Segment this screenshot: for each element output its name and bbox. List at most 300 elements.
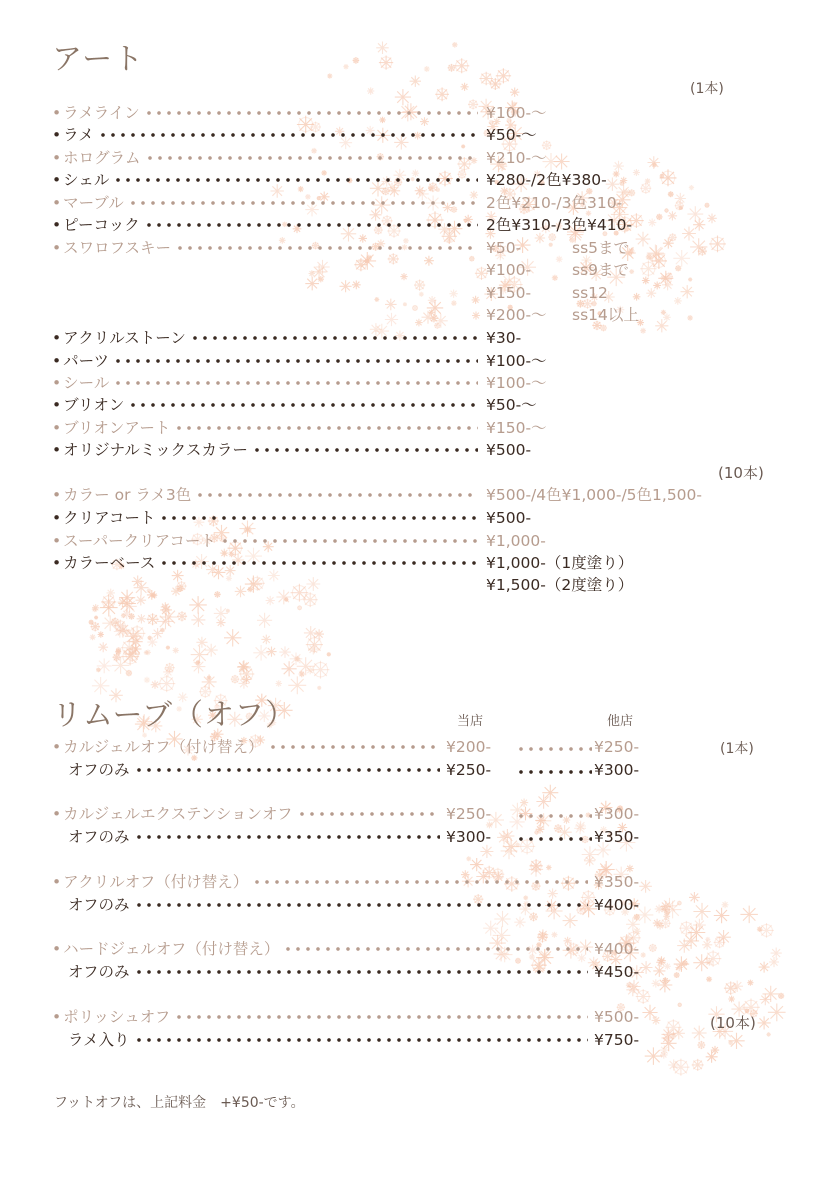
bullet-icon: • [52,374,62,392]
sparkle-icon [121,639,138,656]
sparkle-icon [354,258,367,271]
sparkle-icon [123,629,130,636]
leader-dots [113,177,478,183]
sparkle-icon [655,905,664,914]
sparkle-icon [410,76,421,87]
remove-item-row [68,894,590,916]
sparkle-icon [677,939,691,953]
sparkle-ring-icon [456,60,468,72]
sparkle-icon [657,956,666,965]
sparkle-icon [147,613,159,625]
sparkle-icon [645,1047,663,1065]
remove-item-label: ポリッシュオフ [63,1008,171,1026]
leader-dots [159,515,478,521]
sparkle-icon [759,923,774,938]
sparkle-ring-icon [682,961,687,966]
sparkle-icon [716,930,731,945]
sparkle-ring-icon [665,273,672,280]
art-item-label: ブリオン [63,396,125,414]
sparkle-icon [305,277,319,291]
art-item-row [52,214,480,236]
sparkle-icon [660,1051,668,1059]
sparkle-ring-icon [491,79,501,89]
sparkle-icon [111,618,120,627]
sparkle-icon [682,227,696,241]
leader-dots [512,736,594,758]
remove-own-price: ¥250- [446,761,492,779]
sparkle-icon [306,636,323,653]
sparkle-icon [299,671,305,677]
art-item-label: ブリオンアート [63,419,171,437]
sparkle-icon [239,678,250,689]
sparkle-icon [90,634,96,640]
sparkle-icon [216,618,225,627]
sparkle-icon [226,609,230,613]
remove-item-label: オフのみ [68,963,130,981]
leader-dots [134,834,440,840]
sparkle-icon [129,635,142,648]
remove-other-price: ¥400- [594,896,640,914]
sparkle-icon [129,625,146,642]
remove-item-label: ハードジェルオフ（付け替え） [63,940,280,958]
sparkle-icon [98,631,104,637]
sparkle-icon [116,647,121,652]
bullet-icon: • [52,532,62,550]
col-other-header: 他店 [607,714,634,729]
sparkle-icon [427,300,443,316]
remove-item-label: オフのみ [68,761,130,779]
sparkle-icon [724,981,738,995]
sparkle-ring-icon [620,181,624,185]
remove-own-price: ¥300- [446,828,492,846]
sparkle-icon [454,58,469,73]
sparkle-icon [430,314,438,322]
sparkle-icon [757,926,763,932]
sparkle-icon [191,646,209,664]
sparkle-icon [379,56,393,70]
sparkle-icon [542,785,558,801]
sparkle-icon [242,675,252,685]
art-item-row [52,394,480,416]
remove-item-label: カルジェルオフ（付け替え） [63,738,264,756]
sparkle-ring-icon [251,577,263,589]
sparkle-icon [652,162,657,167]
remove-own-price: ¥200- [446,738,492,756]
art-item-label: ラメライン [63,104,140,122]
sparkle-icon [327,73,332,78]
sparkle-ring-icon [304,594,316,606]
remove-unit-1: (1本) [720,741,754,757]
sparkle-icon [653,965,665,977]
sparkle-ring-icon [661,171,675,185]
sparkle-ring-icon [674,1060,688,1074]
sparkle-ring-icon [112,619,119,626]
sparkle-icon [412,305,418,311]
sparkle-icon [94,616,98,620]
leader-dots [190,335,478,341]
sparkle-icon [740,906,758,924]
sparkle-icon [552,275,558,281]
sparkle-icon [767,1032,771,1036]
sparkle-icon [661,906,668,913]
art-item-price: ¥50- [486,239,522,257]
bullet-icon: • [52,171,62,189]
sparkle-ring-icon [103,596,115,608]
leader-dots [128,402,478,408]
sparkle-icon [675,265,681,271]
sparkle-icon [606,178,620,191]
sparkle-icon [668,191,674,197]
sparkle-icon [664,901,682,919]
sparkle-icon [479,72,493,86]
sparkle-icon [629,269,634,274]
sparkle-icon [97,658,112,673]
leader-dots [174,1014,588,1020]
sparkle-icon [472,296,480,304]
art-item-label: ホログラム [63,149,141,167]
bullet-icon: • [52,509,62,527]
sparkle-icon [668,1059,679,1070]
leader-dots [98,132,478,138]
remove-other-price: ¥500- [594,1008,640,1026]
sparkle-ring-icon [678,1003,681,1006]
sparkle-icon [231,675,240,684]
sparkle-icon [549,243,553,247]
sparkle-ring-icon [177,582,185,590]
sparkle-ring-icon [129,614,134,619]
bullet-icon: • [52,441,62,459]
sparkle-icon [672,1059,689,1076]
sparkle-icon [224,629,241,646]
sparkle-icon [157,613,173,629]
art-unit-10: (10本) [718,464,764,482]
sparkle-ring-icon [678,901,682,905]
sparkle-ring-icon [669,234,676,241]
art-item-label: シール [63,374,110,392]
bullet-icon: • [52,216,62,234]
sparkle-ring-icon [148,615,158,625]
sparkle-icon [92,606,98,612]
sparkle-icon [403,302,407,306]
sparkle-icon [778,993,784,999]
art-item-price: ¥100- [486,261,532,279]
sparkle-icon [137,614,147,623]
sparkle-icon [126,670,132,676]
art-item-row [52,417,480,439]
sparkle-icon [483,921,498,936]
sparkle-icon [641,952,646,957]
sparkle-icon [714,908,730,924]
sparkle-icon [365,259,370,264]
art-item-label: クリアコート [63,509,156,527]
remove-other-price: ¥350- [594,873,640,891]
footer-note: フットオフは、上記料金 +¥50-です。 [54,1095,305,1111]
remove-own-price: ¥250- [446,805,492,823]
sparkle-icon [415,319,423,327]
sparkle-icon [658,978,673,993]
sparkle-icon [205,644,218,657]
leader-dots [174,425,478,431]
sparkle-icon [400,273,407,280]
sparkle-icon [202,674,217,689]
art-item-price: ¥30- [486,329,522,347]
sparkle-icon [253,645,269,661]
sparkle-icon [656,922,664,930]
sparkle-icon [679,206,683,210]
remove-item-label: カルジェルエクステンションオフ [63,805,293,823]
sparkle-icon [646,288,656,298]
sparkle-icon [312,265,327,280]
sparkle-icon [661,906,666,911]
sparkle-icon [613,161,624,172]
sparkle-ring-icon [114,654,120,660]
sparkle-ring-icon [116,649,121,654]
sparkle-icon [98,642,108,652]
sparkle-icon [472,312,480,320]
sparkle-icon [318,276,324,282]
sparkle-icon [692,1026,707,1041]
sparkle-ring-icon [497,70,509,82]
sparkle-ring-icon [89,620,93,624]
sparkle-icon [728,1041,733,1046]
sparkle-icon [257,613,272,628]
sparkle-icon [642,1005,657,1020]
sparkle-icon [689,892,700,903]
bullet-icon: • [52,239,62,257]
sparkle-icon [759,962,770,973]
sparkle-icon [660,1045,669,1054]
sparkle-icon [678,1003,682,1007]
sparkle-icon [665,1019,681,1035]
sparkle-icon [649,944,657,952]
sparkle-icon [340,280,352,292]
sparkle-icon [385,299,397,311]
art-item-row [52,350,480,372]
sparkle-ring-icon [637,991,649,1003]
sparkle-icon [353,57,360,64]
sparkle-icon [697,1041,705,1049]
sparkle-icon [239,666,254,681]
leader-dots [113,358,478,364]
sparkle-icon [114,626,126,638]
sparkle-ring-icon [415,281,424,290]
sparkle-icon [681,285,694,298]
sparkle-icon [189,596,207,614]
bullet-icon: • [52,352,62,370]
sparkle-icon [466,856,471,861]
sparkle-icon [768,1004,786,1022]
sparkle-icon [314,629,324,639]
sparkle-icon [620,177,627,184]
sparkle-icon [663,913,670,920]
sparkle-ring-icon [285,598,288,601]
sparkle-icon [556,256,563,263]
sparkle-icon [306,577,320,591]
sparkle-icon [633,293,641,301]
sparkle-icon [191,613,205,627]
art-item-price: ¥1,000- [486,532,546,550]
art-item-row [52,372,480,394]
art-item-row [52,552,480,574]
art-item-price-note: ss14以上 [572,306,639,324]
sparkle-icon [214,591,221,598]
art-item-label: マーブル [63,194,124,212]
sparkle-icon [132,576,144,588]
sparkle-icon [640,183,651,194]
art-item-label: シェル [63,171,110,189]
leader-dots [252,447,478,453]
sparkle-icon [290,653,303,666]
sparkle-ring-icon [91,623,99,631]
sparkle-icon [668,211,677,220]
sparkle-icon [763,986,779,1002]
sparkle-icon [626,982,632,988]
sparkle-icon [648,219,656,227]
sparkle-ring-icon [356,259,367,270]
sparkle-ring-icon [241,668,253,680]
leader-dots [113,380,478,386]
sparkle-ring-icon [130,627,143,640]
sparkle-icon [276,590,291,605]
sparkle-ring-icon [676,202,684,210]
sparkle-icon [115,649,121,655]
sparkle-ring-icon [641,184,650,193]
leader-dots [175,245,478,251]
sparkle-icon [709,236,726,253]
sparkle-icon [648,245,666,263]
remove-item-label: オフのみ [68,896,130,914]
sparkle-icon [546,865,552,871]
sparkle-icon [424,66,430,72]
sparkle-ring-icon [308,638,322,652]
sparkle-icon [688,277,692,281]
sparkle-icon [171,586,181,596]
remove-item-row [68,1029,590,1051]
sparkle-icon [628,248,634,254]
sparkle-ring-icon [313,663,327,677]
sparkle-icon [124,646,140,662]
art-item-row [52,507,480,529]
sparkle-icon [613,171,620,178]
leader-dots [134,902,588,908]
sparkle-icon [682,960,688,966]
sparkle-icon [655,319,668,332]
sparkle-icon [664,963,671,970]
sparkle-icon [160,608,178,626]
sparkle-icon [640,961,653,974]
art-item-price: ¥50-～ [486,126,537,144]
sparkle-icon [660,901,671,912]
sparkle-icon [689,185,694,190]
sparkle-icon [352,281,361,290]
sparkle-icon [92,604,99,611]
art-item-label: カラー or ラメ3色 [63,486,192,504]
art-item-label: ラメ [63,126,94,144]
sparkle-icon [266,596,275,605]
sparkle-ring-icon [779,993,784,998]
remove-item-row [52,938,590,960]
sparkle-ring-icon [662,919,670,927]
sparkle-icon [107,589,115,598]
sparkle-icon [620,181,625,186]
sparkle-icon [118,595,136,613]
leader-dots [195,492,478,498]
sparkle-icon [633,169,640,176]
leader-dots [252,879,588,885]
bullet-icon: • [52,419,62,437]
sparkle-icon [662,898,678,914]
sparkle-icon [662,977,669,984]
sparkle-icon [674,297,682,305]
sparkle-icon [514,917,525,928]
sparkle-icon [510,88,519,97]
bullet-icon: • [52,104,62,122]
sparkle-icon [306,666,314,674]
sparkle-icon [674,972,680,978]
sparkle-icon [675,964,683,972]
sparkle-ring-icon [693,1060,703,1070]
sparkle-icon [656,214,662,220]
sparkle-icon [705,203,710,208]
sparkle-icon [722,901,729,908]
sparkle-icon [758,1016,771,1029]
sparkle-icon [771,948,782,959]
sparkle-ring-icon [652,254,665,267]
sparkle-icon [705,950,722,967]
sparkle-icon [623,188,631,196]
art-item-row [52,237,480,259]
sparkle-ring-icon [531,861,542,872]
sparkle-icon [144,677,150,683]
art-item-price: ¥50-～ [486,396,537,414]
sparkle-icon [448,64,456,72]
sparkle-icon [112,657,129,674]
sparkle-icon [679,921,694,936]
sparkle-icon [693,919,706,932]
sparkle-icon [461,83,469,91]
sparkle-ring-icon [698,1042,704,1048]
art-item-price: ¥500-/4色¥1,000-/5色1,500- [486,486,703,504]
sparkle-ring-icon [699,248,706,255]
leader-dots [512,759,594,781]
sparkle-icon [662,1028,676,1042]
art-item-row [52,192,480,214]
sparkle-ring-icon [629,190,635,196]
sparkle-icon [669,233,677,241]
sparkle-icon [134,580,149,595]
bullet-icon: • [52,126,62,144]
sparkle-ring-icon [123,641,136,654]
sparkle-icon [702,940,712,950]
leader-dots [512,803,594,825]
sparkle-icon [173,647,179,653]
leader-dots [220,538,478,544]
art-item-price: ¥500- [486,509,532,527]
sparkle-icon [664,910,669,915]
sparkle-icon [626,983,639,996]
sparkle-icon [119,590,135,606]
sparkle-ring-icon [177,586,183,592]
art-item-price: ¥150- [486,284,532,302]
bullet-icon: • [52,805,62,823]
sparkle-ring-icon [178,612,186,620]
remove-unit-10: (10本) [710,1014,756,1032]
sparkle-icon [640,261,656,277]
remove-title: リムーブ（オフ） [52,698,297,733]
sparkle-icon [151,593,156,598]
sparkle-ring-icon [215,592,220,597]
sparkle-icon [147,590,157,600]
